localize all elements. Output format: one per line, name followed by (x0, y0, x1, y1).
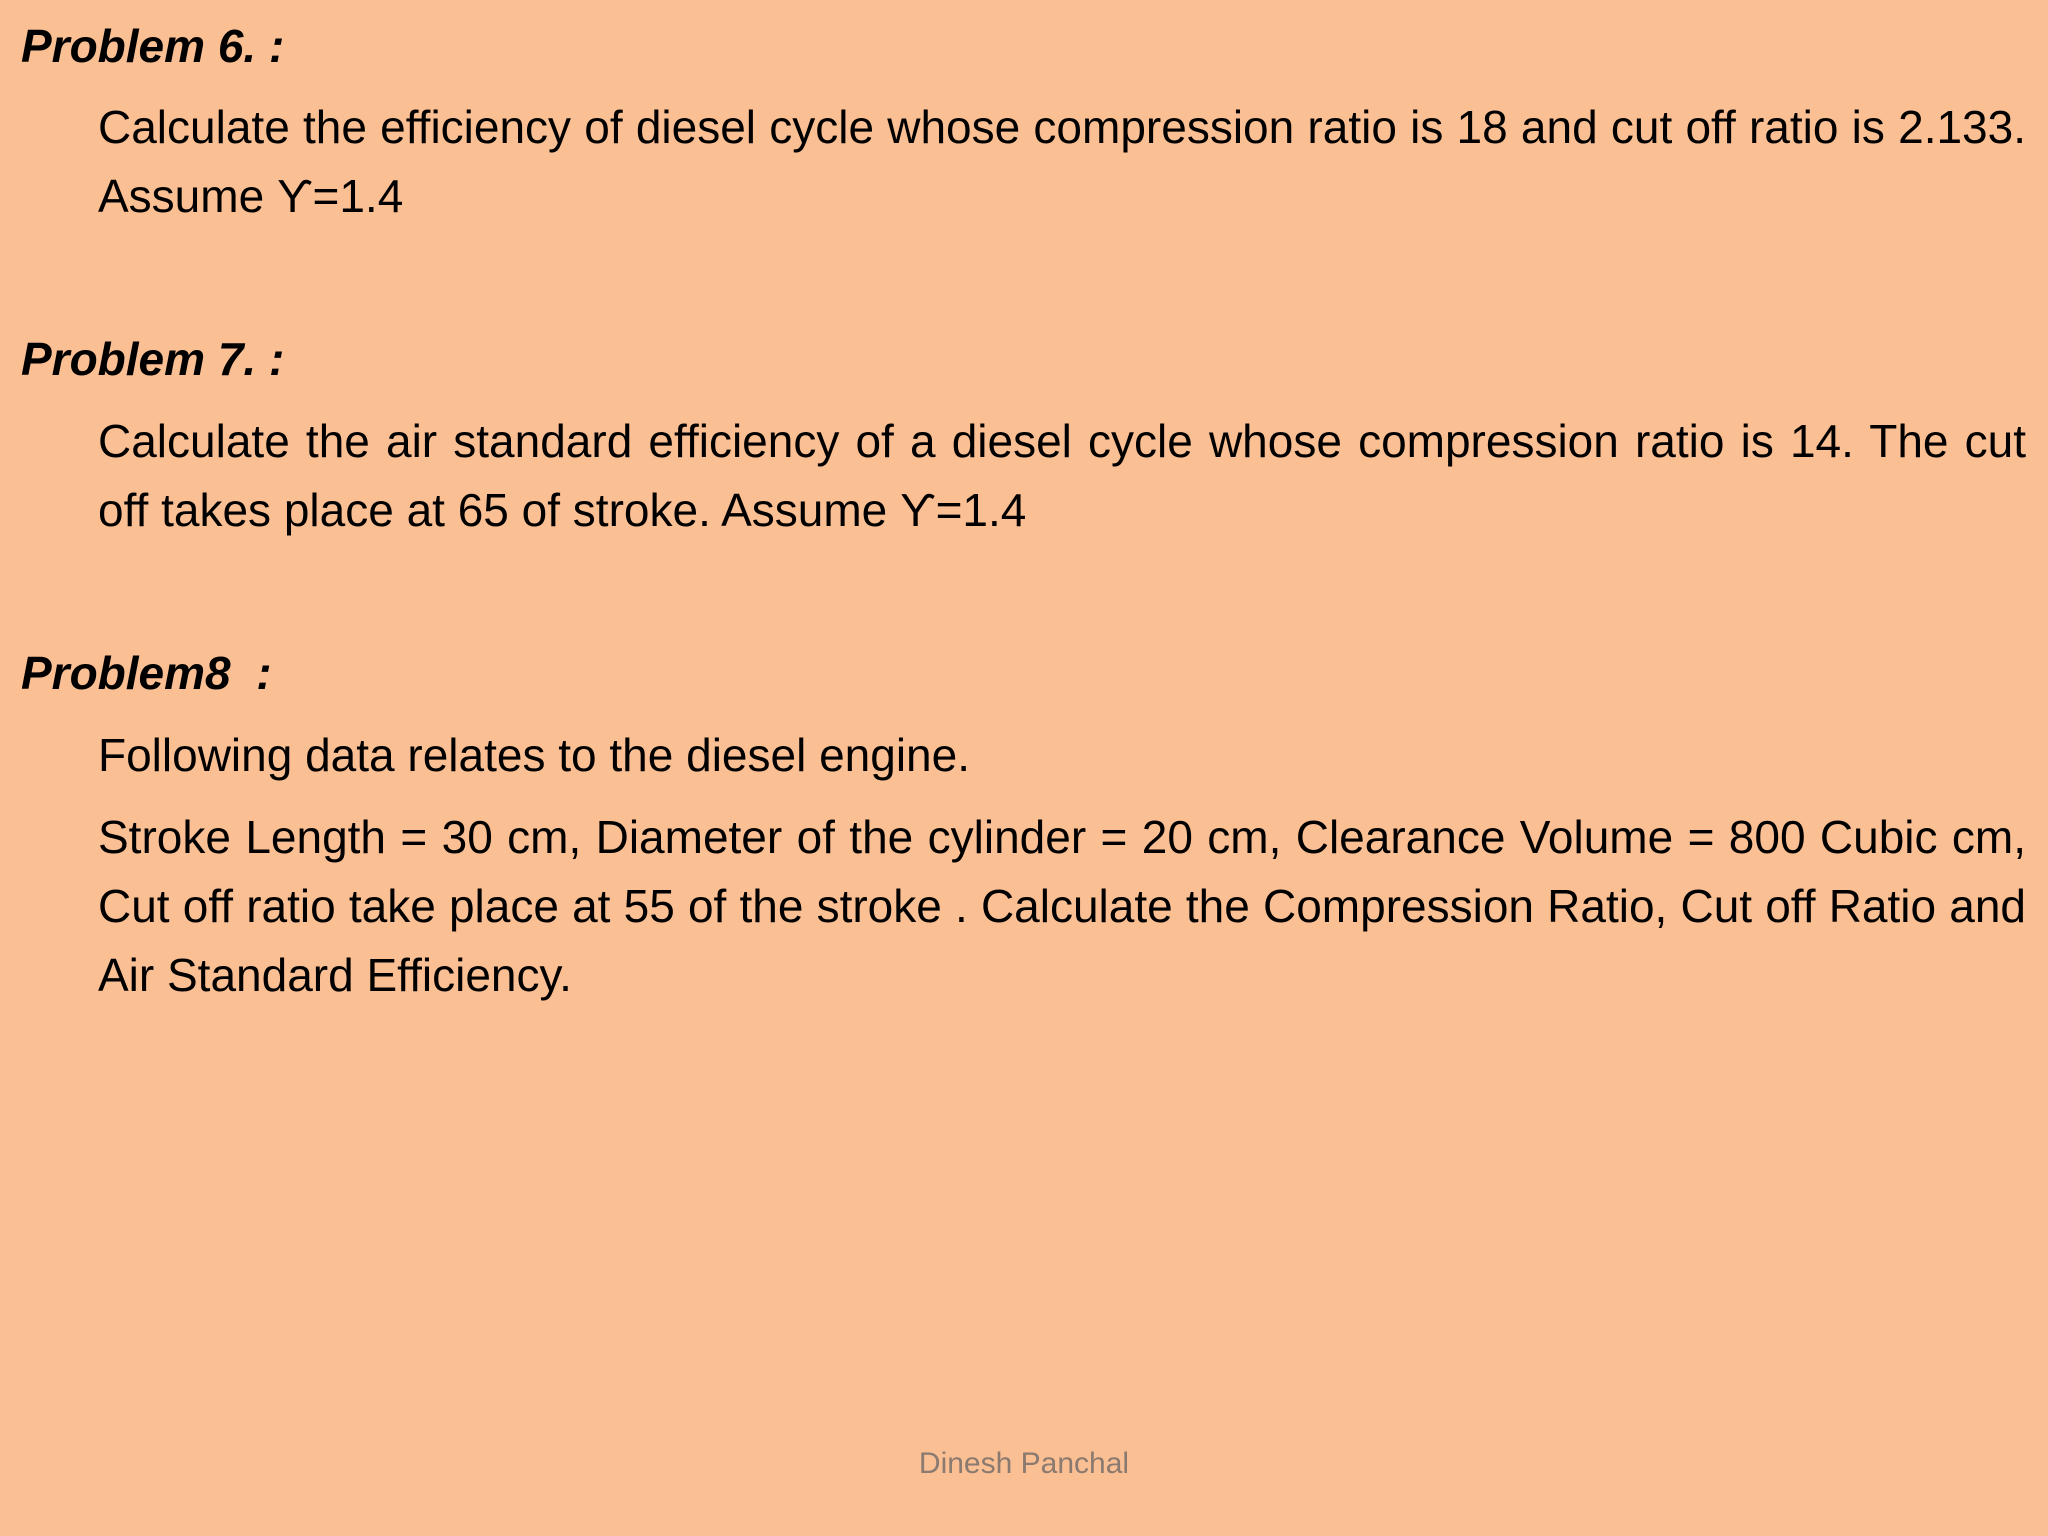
problem-7-heading: Problem 7. : (21, 333, 285, 385)
footer-author: Dinesh Panchal (918, 1447, 1130, 1480)
problem-8-heading: Problem8 : (21, 647, 272, 699)
problem-6-text: Calculate the efficiency of diesel cycle whose compression ratio is 18 and cut off ratio is 2.133. Assume ϒ=1.4 (98, 101, 2026, 222)
problem-7-text: Calculate the air standard efficiency of a diesel cycle whose compression ratio is 14. The cut off takes place at 65 of stroke. Assume ϒ=1.4 (98, 415, 2026, 536)
problem-8-intro-text: Following data relates to the diesel engine. (98, 729, 971, 781)
problem-6-heading: Problem 6. : (21, 20, 285, 72)
problem-8-data-text: Stroke Length = 30 cm, Diameter of the cylinder = 20 cm, Clearance Volume = 800 Cubic cm, Cut off ratio take place at 55 of the stroke . Calculate the Compression Ratio, Cut off Ratio and Air Standard Efficiency. (98, 811, 2026, 1001)
